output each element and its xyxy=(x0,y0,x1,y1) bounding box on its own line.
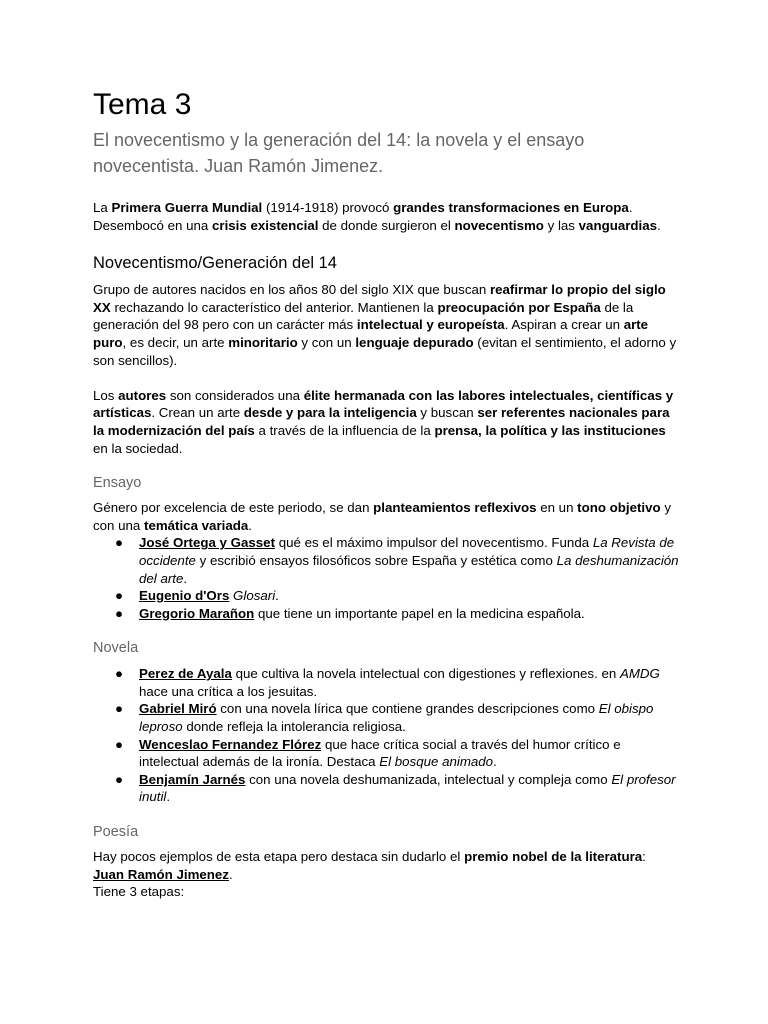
ensayo-intro xyxy=(93,499,679,534)
author-name: Benjamín Jarnés xyxy=(139,771,246,787)
document-page xyxy=(93,82,679,901)
italic-title: AMDG xyxy=(619,666,660,682)
bold-text: tono objetivo xyxy=(577,500,661,516)
bold-text: Primera Guerra Mundial xyxy=(111,200,263,215)
subtitle-line-1: El novecentismo y la generación del 14: la novela y el ensayo xyxy=(93,130,585,150)
bold-text: temática variada xyxy=(144,517,249,533)
bullet-icon: ● xyxy=(115,605,124,621)
bold-text: ser referentes nacionales para la modernización del país xyxy=(93,405,670,438)
italic-title: La deshumanización del arte xyxy=(139,552,679,586)
bold-text: lenguaje depurado xyxy=(355,334,474,350)
bold-text: prensa, la política y las instituciones xyxy=(434,422,666,438)
bold-text: premio nobel de la literatura xyxy=(464,849,643,865)
text: con una novela lírica que contiene grandes descripciones como xyxy=(216,701,599,717)
list-item xyxy=(115,665,679,700)
bold-text: minoritario xyxy=(228,334,298,350)
text: Los xyxy=(93,387,119,403)
bullet-icon: ● xyxy=(115,736,124,752)
novela-list xyxy=(93,665,679,806)
author-name: Eugenio d'Ors xyxy=(139,588,230,604)
text: , es decir, un arte xyxy=(122,334,229,350)
novecentismo-paragraph-2 xyxy=(93,387,679,457)
novecentismo-paragraph-1 xyxy=(93,281,679,369)
text: rechazando lo característico del anterior. Mantienen la xyxy=(110,299,438,315)
text: en un xyxy=(536,500,578,516)
bold-text: élite hermanada con las labores intelectuales, científicas y artísticas xyxy=(93,387,674,421)
list-item xyxy=(115,605,679,623)
text: . xyxy=(493,754,497,770)
text: Grupo de autores nacidos en los años 80 del siglo XIX que buscan xyxy=(93,282,490,298)
bold-text: grandes transformaciones en Europa xyxy=(393,200,629,215)
author-name: Gabriel Miró xyxy=(139,701,217,717)
bold-text: intelectual y europeísta xyxy=(356,317,505,333)
author-name: José Ortega y Gasset xyxy=(139,535,275,551)
text: qué es el máximo impulsor del novecentismo. Funda xyxy=(275,535,593,551)
subtitle-line-2: novecentista. Juan Ramón Jimenez. xyxy=(93,156,384,176)
text: y con una xyxy=(93,500,671,533)
text: que cultiva la novela intelectual con digestiones y reflexiones. en xyxy=(231,666,620,682)
bold-text: vanguardias xyxy=(578,217,657,233)
text: : xyxy=(642,849,646,865)
text: (evitan el sentimiento, el adorno y son sencillos). xyxy=(93,334,677,368)
text: . xyxy=(248,517,252,533)
list-item xyxy=(115,771,679,806)
text: . Aspiran a crear un xyxy=(504,317,624,333)
bullet-icon: ● xyxy=(115,771,124,787)
text: y escribió ensayos filosóficos sobre España y estética como xyxy=(195,552,557,568)
bullet-icon: ● xyxy=(115,701,124,717)
text: . xyxy=(228,866,233,882)
bold-text: novecentismo xyxy=(454,217,544,233)
text: . xyxy=(166,789,171,805)
author-name: Perez de Ayala xyxy=(139,666,232,682)
text: . xyxy=(657,217,661,233)
text: y buscan xyxy=(416,405,478,421)
list-item xyxy=(115,700,679,735)
italic-title: El profesor inutil xyxy=(139,771,676,805)
text: en la sociedad. xyxy=(93,440,183,456)
text: . xyxy=(183,570,188,586)
bold-text: reafirmar lo propio del siglo XX xyxy=(93,282,666,315)
list-item xyxy=(115,534,679,587)
text: con una novela deshumanizada, intelectual y compleja como xyxy=(245,771,612,787)
document-title: Tema 3 xyxy=(93,88,192,121)
poesia-paragraph xyxy=(93,848,679,883)
bold-text: autores xyxy=(118,387,167,403)
list-item xyxy=(115,736,679,771)
author-name: Juan Ramón Jimenez xyxy=(93,866,229,882)
italic-title: El bosque animado xyxy=(379,754,494,770)
list-item xyxy=(115,587,679,605)
italic-title: Glosari xyxy=(233,588,276,604)
text: hace una crítica a los jesuitas. xyxy=(139,683,318,699)
text: que hace crítica social a través del humor crítico e intelectual además de la ironía. Destaca xyxy=(139,736,621,770)
text: a través de la influencia de la xyxy=(254,422,435,438)
italic-title: El obispo leproso xyxy=(139,701,654,735)
bullet-icon: ● xyxy=(115,588,124,604)
text: (1914-1918) provocó xyxy=(262,200,394,215)
text: donde refleja la intolerancia religiosa. xyxy=(182,719,406,735)
text: de la generación del 98 pero con un carácter más xyxy=(93,299,634,333)
text: La xyxy=(93,200,112,215)
text: . Desembocó en una xyxy=(93,200,633,233)
text: que tiene un importante papel en la medicina española. xyxy=(254,605,585,621)
ensayo-list xyxy=(93,534,679,622)
text: y con un xyxy=(297,334,356,350)
text: de donde surgieron el xyxy=(318,217,455,233)
intro-paragraph xyxy=(93,199,679,234)
document-subtitle xyxy=(93,127,679,179)
bold-text: planteamientos reflexivos xyxy=(373,500,537,516)
heading-poesia: Poesía xyxy=(93,824,139,841)
italic-title: La Revista de occidente xyxy=(139,535,675,568)
heading-novecentismo: Novecentismo/Generación del 14 xyxy=(93,254,337,273)
text: . xyxy=(275,588,279,604)
bullet-icon: ● xyxy=(115,666,124,682)
text: Hay pocos ejemplos de esta etapa pero destaca sin dudarlo el xyxy=(93,849,465,865)
poesia-stages: Tiene 3 etapas: xyxy=(93,884,185,900)
bold-text: arte puro xyxy=(93,317,649,350)
text: y las xyxy=(543,217,579,233)
heading-ensayo: Ensayo xyxy=(93,475,142,492)
bold-text: desde y para la inteligencia xyxy=(243,405,417,421)
text: son considerados una xyxy=(166,387,304,403)
author-name: Wenceslao Fernandez Flórez xyxy=(139,736,322,752)
text: Género por excelencia de este periodo, se dan xyxy=(93,500,374,516)
heading-novela: Novela xyxy=(93,640,139,657)
bold-text: preocupación por España xyxy=(437,299,601,315)
text: . Crean un arte xyxy=(151,405,244,421)
bullet-icon: ● xyxy=(115,535,124,551)
author-name: Gregorio Marañon xyxy=(139,605,255,621)
bold-text: crisis existencial xyxy=(212,217,319,233)
